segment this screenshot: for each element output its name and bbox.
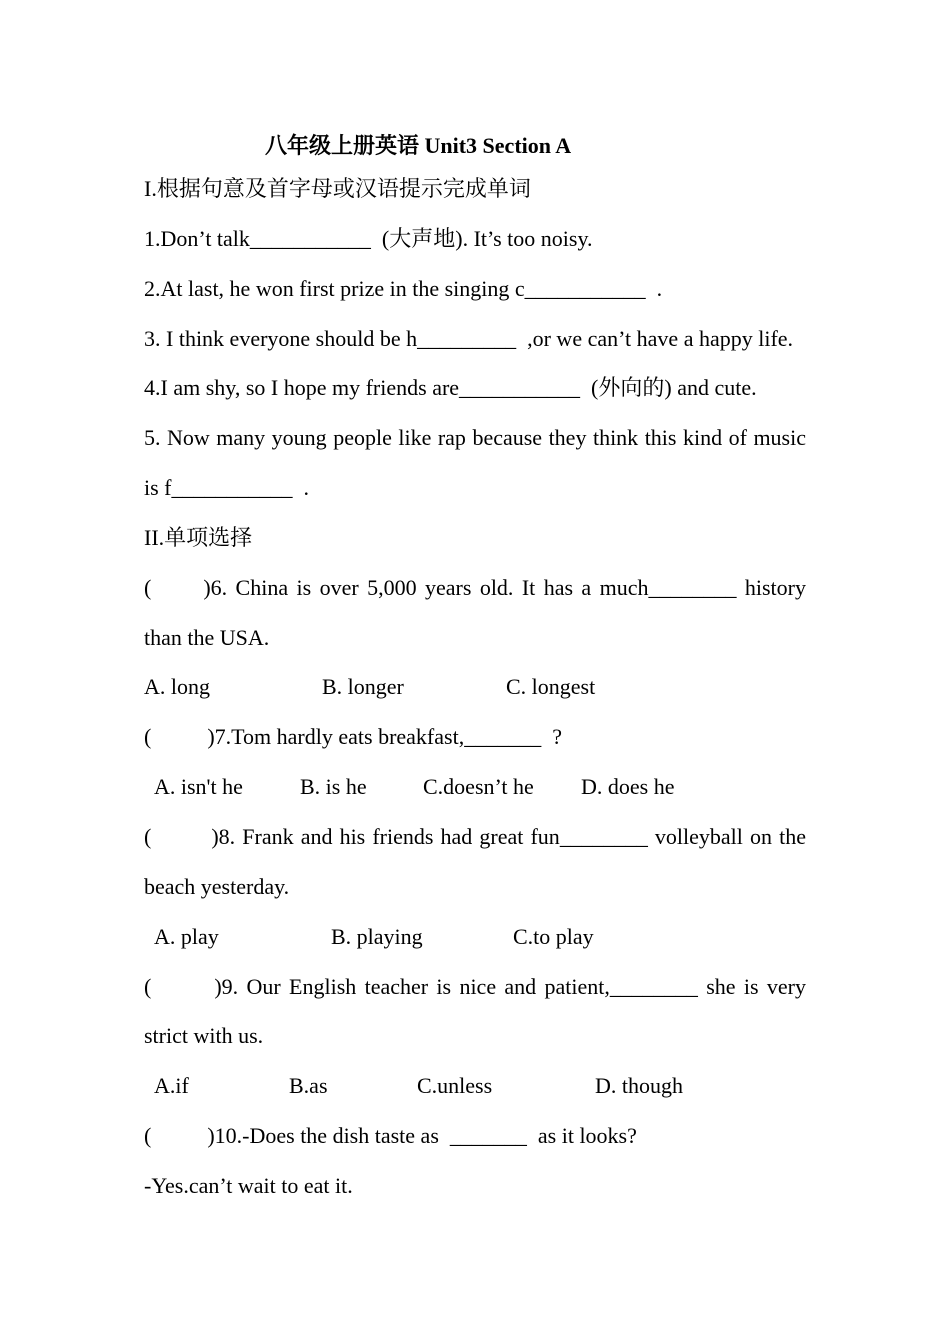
- item-text: (大声地). It’s too noisy.: [370, 225, 593, 251]
- mcq-item-8: [144, 812, 806, 862]
- option-d: D. though: [595, 1073, 683, 1099]
- answer-blank: _______: [449, 1123, 527, 1149]
- mcq-item-9: [144, 962, 806, 1012]
- fill-item-2: [144, 264, 806, 314]
- item-text: 3. I think everyone should be h: [144, 325, 418, 351]
- question-stem: )10.-Does the dish taste as: [207, 1123, 450, 1149]
- mcq-item-9-continuation: strict with us.: [144, 1023, 264, 1049]
- option-b: B. longer: [322, 674, 404, 700]
- option-c: C. longest: [506, 674, 596, 700]
- item-text: ,or we can’t have a happy life.: [516, 325, 794, 351]
- item-text: is f: [144, 475, 172, 501]
- answer-blank: _________: [417, 325, 517, 351]
- fill-item-1: [144, 214, 806, 264]
- mcq-item-10: [144, 1111, 806, 1161]
- bracket-open: (: [144, 973, 152, 999]
- answer-slot: [151, 993, 214, 994]
- bracket-open: (: [144, 823, 152, 849]
- answer-slot: [151, 1142, 207, 1143]
- mcq-item-7-options: [144, 762, 806, 812]
- option-a: A. isn't he: [154, 774, 243, 800]
- mcq-item-7: [144, 712, 806, 762]
- option-b: B. is he: [300, 774, 367, 800]
- fill-item-5-line2: [144, 463, 806, 513]
- question-stem: )6. China is over 5,000 years old. It has a much: [203, 574, 649, 600]
- mcq-item-8-options: [144, 912, 806, 962]
- answer-blank: ___________: [249, 225, 371, 251]
- fill-item-3: [144, 314, 806, 364]
- item-text: .: [292, 475, 309, 501]
- option-a: A. play: [154, 923, 219, 949]
- answer-blank: ___________: [459, 375, 581, 401]
- question-stem: )9. Our English teacher is nice and patient,: [214, 973, 610, 999]
- option-b: B.as: [289, 1073, 328, 1099]
- mcq-item-6-continuation: than the USA.: [144, 624, 270, 650]
- answer-blank: ________: [609, 973, 698, 999]
- item-text: 1.Don’t talk: [144, 225, 250, 251]
- question-stem: she is very: [697, 973, 806, 999]
- option-a: A. long: [144, 674, 210, 700]
- answer-slot: [151, 594, 203, 595]
- answer-blank: ___________: [524, 275, 646, 301]
- option-c: C.unless: [417, 1073, 493, 1099]
- question-stem: ?: [541, 724, 562, 750]
- answer-blank: ________: [648, 574, 737, 600]
- question-stem: )8. Frank and his friends had great fun: [211, 823, 560, 849]
- option-a: A.if: [154, 1073, 189, 1099]
- item-text: .: [645, 275, 663, 301]
- bracket-open: (: [144, 724, 152, 750]
- mcq-item-6-options: [144, 662, 806, 712]
- mcq-item-6: [144, 563, 806, 613]
- option-b: B. playing: [331, 923, 423, 949]
- fill-item-5-line1: 5. Now many young people like rap because they think this kind of music: [144, 425, 806, 451]
- item-text: 2.At last, he won first prize in the singing c: [144, 275, 525, 301]
- option-c: C.doesn’t he: [423, 774, 534, 800]
- question-stem: volleyball on the: [647, 823, 806, 849]
- answer-blank: _______: [464, 724, 542, 750]
- question-stem: history: [736, 574, 806, 600]
- option-c: C.to play: [513, 923, 594, 949]
- answer-blank: ________: [559, 823, 648, 849]
- part2-heading: II.单项选择: [144, 524, 253, 550]
- part1-heading: I.根据句意及首字母或汉语提示完成单词: [144, 176, 531, 201]
- option-d: D. does he: [581, 774, 675, 800]
- item-text: (外向的) and cute.: [580, 375, 757, 401]
- question-stem: )7.Tom hardly eats breakfast,: [207, 724, 465, 750]
- mcq-item-8-continuation: beach yesterday.: [144, 873, 290, 899]
- bracket-open: (: [144, 1123, 152, 1149]
- answer-slot: [151, 843, 211, 844]
- bracket-open: (: [144, 574, 152, 600]
- worksheet-body: [144, 164, 806, 1211]
- worksheet-title: 八年级上册英语 Unit3 Section A: [265, 133, 572, 158]
- mcq-item-10-continuation: -Yes.can’t wait to eat it.: [144, 1172, 353, 1198]
- item-text: 4.I am shy, so I hope my friends are: [144, 375, 460, 401]
- answer-blank: ___________: [171, 475, 293, 501]
- mcq-item-9-options: [144, 1061, 806, 1111]
- fill-item-4: [144, 363, 806, 413]
- answer-slot: [151, 743, 207, 744]
- question-stem: as it looks?: [526, 1123, 637, 1149]
